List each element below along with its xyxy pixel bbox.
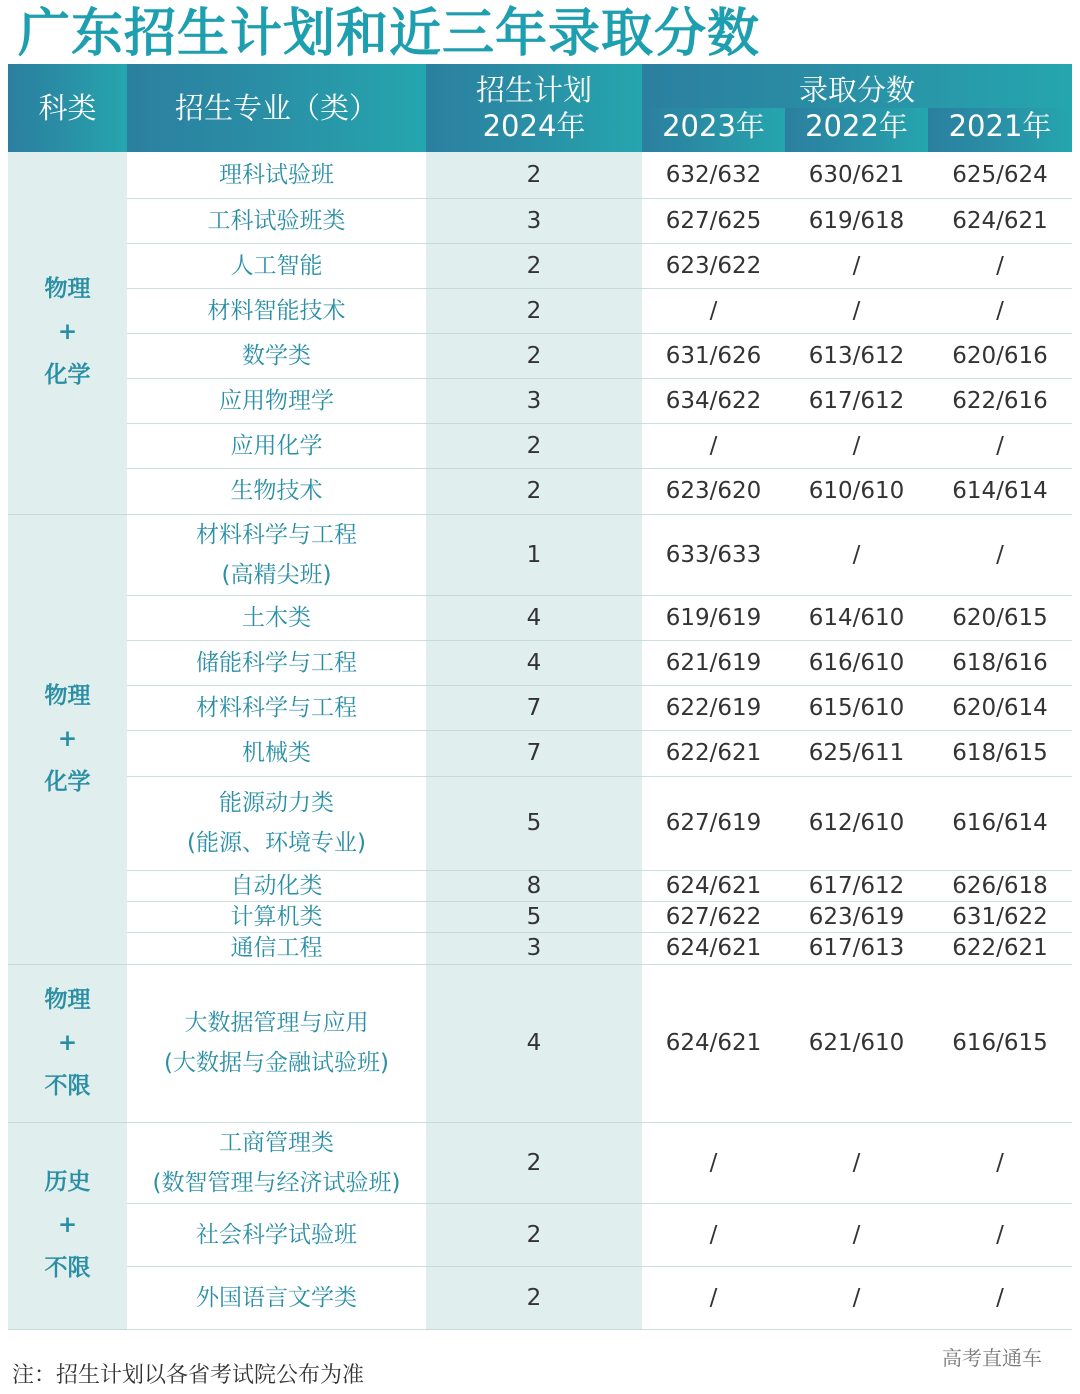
major-name: 生物技术 bbox=[230, 478, 323, 504]
major-cell bbox=[127, 1203, 426, 1266]
score-2021-cell: / bbox=[928, 243, 1072, 288]
plan-cell: 4 bbox=[426, 964, 642, 1122]
header-category: 科类 bbox=[8, 64, 127, 152]
category-text: 物理 bbox=[44, 986, 91, 1013]
score-2021-cell: / bbox=[928, 1122, 1072, 1203]
major-cell bbox=[127, 776, 426, 870]
major-name: 材料科学与工程 bbox=[196, 521, 357, 548]
plan-cell: 4 bbox=[426, 595, 642, 640]
plan-cell: 4 bbox=[426, 640, 642, 685]
major-name: (大数据与金融试验班) bbox=[164, 1050, 389, 1076]
header-plan-line2: 2024年 bbox=[482, 109, 586, 143]
category-cell bbox=[8, 964, 127, 1122]
major-cell bbox=[127, 1122, 426, 1203]
category-text: + bbox=[57, 319, 78, 346]
table-row bbox=[8, 288, 1072, 333]
plan-cell: 2 bbox=[426, 288, 642, 333]
score-2023-cell: 624/621 bbox=[642, 964, 785, 1122]
table-row bbox=[8, 468, 1072, 514]
major-cell bbox=[127, 198, 426, 243]
score-2023-cell: / bbox=[642, 288, 785, 333]
category-text: 历史 bbox=[44, 1169, 91, 1195]
brand-watermark: 高考直通车 bbox=[942, 1346, 1042, 1370]
table-row bbox=[8, 685, 1072, 730]
header-2021: 2021年 bbox=[928, 108, 1072, 152]
score-2023-cell: / bbox=[642, 423, 785, 468]
major-name: 大数据管理与应用 bbox=[184, 1010, 369, 1036]
major-name: (高精尖班) bbox=[221, 561, 332, 588]
score-2022-cell: 617/613 bbox=[785, 932, 928, 964]
header-plan-line1: 招生计划 bbox=[475, 73, 592, 107]
major-name: 土木类 bbox=[242, 604, 311, 631]
score-2023-cell: 627/622 bbox=[642, 901, 785, 932]
plan-cell: 2 bbox=[426, 152, 642, 198]
score-2021-cell: 616/614 bbox=[928, 776, 1072, 870]
major-cell bbox=[127, 333, 426, 378]
plan-cell: 2 bbox=[426, 1203, 642, 1266]
score-2023-cell: 624/621 bbox=[642, 870, 785, 901]
admission-table bbox=[8, 64, 1072, 1330]
major-cell bbox=[127, 932, 426, 964]
score-2022-cell: / bbox=[785, 1203, 928, 1266]
major-name: 理科试验班 bbox=[219, 161, 334, 188]
header-2023: 2023年 bbox=[642, 108, 785, 152]
score-2022-cell: / bbox=[785, 423, 928, 468]
header-2022: 2022年 bbox=[785, 108, 928, 152]
plan-cell: 2 bbox=[426, 243, 642, 288]
plan-cell: 5 bbox=[426, 776, 642, 870]
major-cell bbox=[127, 685, 426, 730]
table-row bbox=[8, 1203, 1072, 1266]
score-2023-cell: 621/619 bbox=[642, 640, 785, 685]
category-text: 不限 bbox=[44, 1255, 91, 1281]
header-plan bbox=[426, 64, 642, 152]
score-2022-cell: / bbox=[785, 243, 928, 288]
score-2023-cell: 623/620 bbox=[642, 468, 785, 514]
score-2022-cell: 617/612 bbox=[785, 870, 928, 901]
major-cell bbox=[127, 514, 426, 595]
score-2021-cell: 622/616 bbox=[928, 378, 1072, 423]
table-row bbox=[8, 378, 1072, 423]
score-2021-cell: / bbox=[928, 288, 1072, 333]
category-text: 物理 bbox=[44, 276, 91, 303]
table-row bbox=[8, 870, 1072, 901]
category-cell bbox=[8, 152, 127, 514]
score-2021-cell: 620/616 bbox=[928, 333, 1072, 378]
score-2023-cell: 631/626 bbox=[642, 333, 785, 378]
major-name: 材料智能技术 bbox=[207, 297, 346, 324]
table-body bbox=[8, 152, 1072, 1329]
major-name: 储能科学与工程 bbox=[196, 649, 357, 676]
plan-cell: 2 bbox=[426, 468, 642, 514]
score-2023-cell: 633/633 bbox=[642, 514, 785, 595]
score-2022-cell: 613/612 bbox=[785, 333, 928, 378]
major-name: 能源动力类 bbox=[219, 790, 334, 816]
score-2021-cell: 624/621 bbox=[928, 198, 1072, 243]
major-cell bbox=[127, 423, 426, 468]
score-2021-cell: / bbox=[928, 1203, 1072, 1266]
major-name: 材料科学与工程 bbox=[196, 694, 357, 721]
score-2022-cell: 612/610 bbox=[785, 776, 928, 870]
score-2023-cell: 622/619 bbox=[642, 685, 785, 730]
score-2023-cell: 632/632 bbox=[642, 152, 785, 198]
score-2021-cell: 626/618 bbox=[928, 870, 1072, 901]
major-cell bbox=[127, 378, 426, 423]
table-row bbox=[8, 514, 1072, 595]
major-cell bbox=[127, 468, 426, 514]
score-2021-cell: 620/614 bbox=[928, 685, 1072, 730]
major-cell bbox=[127, 640, 426, 685]
score-2022-cell: 616/610 bbox=[785, 640, 928, 685]
category-text: + bbox=[57, 725, 78, 752]
major-name: 自动化类 bbox=[230, 872, 323, 899]
plan-cell: 7 bbox=[426, 730, 642, 776]
category-text: 物理 bbox=[44, 682, 91, 709]
major-name: (能源、环境专业) bbox=[187, 830, 366, 856]
table-row bbox=[8, 932, 1072, 964]
major-name: 机械类 bbox=[242, 740, 311, 766]
table-row bbox=[8, 776, 1072, 870]
category-text: 不限 bbox=[44, 1072, 91, 1099]
category-text: 化学 bbox=[44, 768, 91, 795]
table-row bbox=[8, 423, 1072, 468]
table-row bbox=[8, 243, 1072, 288]
score-2022-cell: 617/612 bbox=[785, 378, 928, 423]
plan-cell: 8 bbox=[426, 870, 642, 901]
category-text: + bbox=[57, 1212, 78, 1238]
table-row bbox=[8, 730, 1072, 776]
score-2022-cell: 623/619 bbox=[785, 901, 928, 932]
major-cell bbox=[127, 288, 426, 333]
category-text: + bbox=[57, 1029, 78, 1056]
major-name: 计算机类 bbox=[230, 903, 323, 930]
plan-cell: 2 bbox=[426, 423, 642, 468]
major-name: 通信工程 bbox=[230, 935, 323, 961]
plan-cell: 2 bbox=[426, 1122, 642, 1203]
plan-cell: 2 bbox=[426, 333, 642, 378]
major-name: 人工智能 bbox=[230, 252, 323, 279]
header-scores: 录取分数 bbox=[642, 64, 1072, 108]
score-2023-cell: 627/625 bbox=[642, 198, 785, 243]
score-2021-cell: 631/622 bbox=[928, 901, 1072, 932]
plan-cell: 7 bbox=[426, 685, 642, 730]
score-2023-cell: 622/621 bbox=[642, 730, 785, 776]
category-text: 化学 bbox=[44, 362, 91, 389]
score-2023-cell: 619/619 bbox=[642, 595, 785, 640]
category-cell bbox=[8, 1122, 127, 1329]
score-2021-cell: 622/621 bbox=[928, 932, 1072, 964]
major-cell bbox=[127, 901, 426, 932]
score-2023-cell: 627/619 bbox=[642, 776, 785, 870]
table-row bbox=[8, 901, 1072, 932]
table-row bbox=[8, 595, 1072, 640]
table-row bbox=[8, 198, 1072, 243]
score-2021-cell: 614/614 bbox=[928, 468, 1072, 514]
major-name: 数学类 bbox=[242, 342, 311, 369]
major-name: 应用化学 bbox=[230, 432, 323, 459]
major-name: 外国语言文学类 bbox=[196, 1284, 357, 1311]
table-row bbox=[8, 152, 1072, 198]
score-2022-cell: 630/621 bbox=[785, 152, 928, 198]
score-2021-cell: / bbox=[928, 1266, 1072, 1329]
score-2021-cell: / bbox=[928, 514, 1072, 595]
score-2022-cell: 619/618 bbox=[785, 198, 928, 243]
score-2023-cell: / bbox=[642, 1266, 785, 1329]
plan-cell: 2 bbox=[426, 1266, 642, 1329]
score-2023-cell: / bbox=[642, 1203, 785, 1266]
score-2022-cell: 614/610 bbox=[785, 595, 928, 640]
footnote: 注：招生计划以各省考试院公布为准 bbox=[12, 1363, 365, 1388]
plan-cell: 3 bbox=[426, 378, 642, 423]
score-2022-cell: 625/611 bbox=[785, 730, 928, 776]
score-2021-cell: 625/624 bbox=[928, 152, 1072, 198]
table-row bbox=[8, 1122, 1072, 1203]
major-name: 社会科学试验班 bbox=[196, 1221, 357, 1248]
major-cell bbox=[127, 243, 426, 288]
score-2022-cell: 615/610 bbox=[785, 685, 928, 730]
major-cell bbox=[127, 964, 426, 1122]
score-2022-cell: / bbox=[785, 288, 928, 333]
table-row bbox=[8, 964, 1072, 1122]
table-row bbox=[8, 1266, 1072, 1329]
score-2022-cell: / bbox=[785, 1122, 928, 1203]
score-2023-cell: 634/622 bbox=[642, 378, 785, 423]
plan-cell: 3 bbox=[426, 932, 642, 964]
major-name: 工科试验班类 bbox=[207, 207, 346, 234]
score-2021-cell: / bbox=[928, 423, 1072, 468]
major-name: 应用物理学 bbox=[219, 387, 334, 414]
table-row bbox=[8, 333, 1072, 378]
major-cell bbox=[127, 870, 426, 901]
major-name: 工商管理类 bbox=[219, 1129, 334, 1156]
category-cell bbox=[8, 514, 127, 964]
score-2021-cell: 618/616 bbox=[928, 640, 1072, 685]
major-cell bbox=[127, 152, 426, 198]
score-2021-cell: 616/615 bbox=[928, 964, 1072, 1122]
page-title: 广东招生计划和近三年录取分数 bbox=[18, 4, 761, 64]
score-2022-cell: / bbox=[785, 514, 928, 595]
major-cell bbox=[127, 595, 426, 640]
major-cell bbox=[127, 1266, 426, 1329]
header-major: 招生专业（类） bbox=[127, 64, 426, 152]
score-2022-cell: / bbox=[785, 1266, 928, 1329]
plan-cell: 5 bbox=[426, 901, 642, 932]
score-2023-cell: 623/622 bbox=[642, 243, 785, 288]
score-2023-cell: / bbox=[642, 1122, 785, 1203]
table-header bbox=[8, 64, 1072, 152]
score-2022-cell: 610/610 bbox=[785, 468, 928, 514]
score-2023-cell: 624/621 bbox=[642, 932, 785, 964]
score-2021-cell: 620/615 bbox=[928, 595, 1072, 640]
table-row bbox=[8, 640, 1072, 685]
score-2021-cell: 618/615 bbox=[928, 730, 1072, 776]
score-2022-cell: 621/610 bbox=[785, 964, 928, 1122]
major-cell bbox=[127, 730, 426, 776]
major-name: (数智管理与经济试验班) bbox=[152, 1169, 401, 1196]
plan-cell: 1 bbox=[426, 514, 642, 595]
plan-cell: 3 bbox=[426, 198, 642, 243]
